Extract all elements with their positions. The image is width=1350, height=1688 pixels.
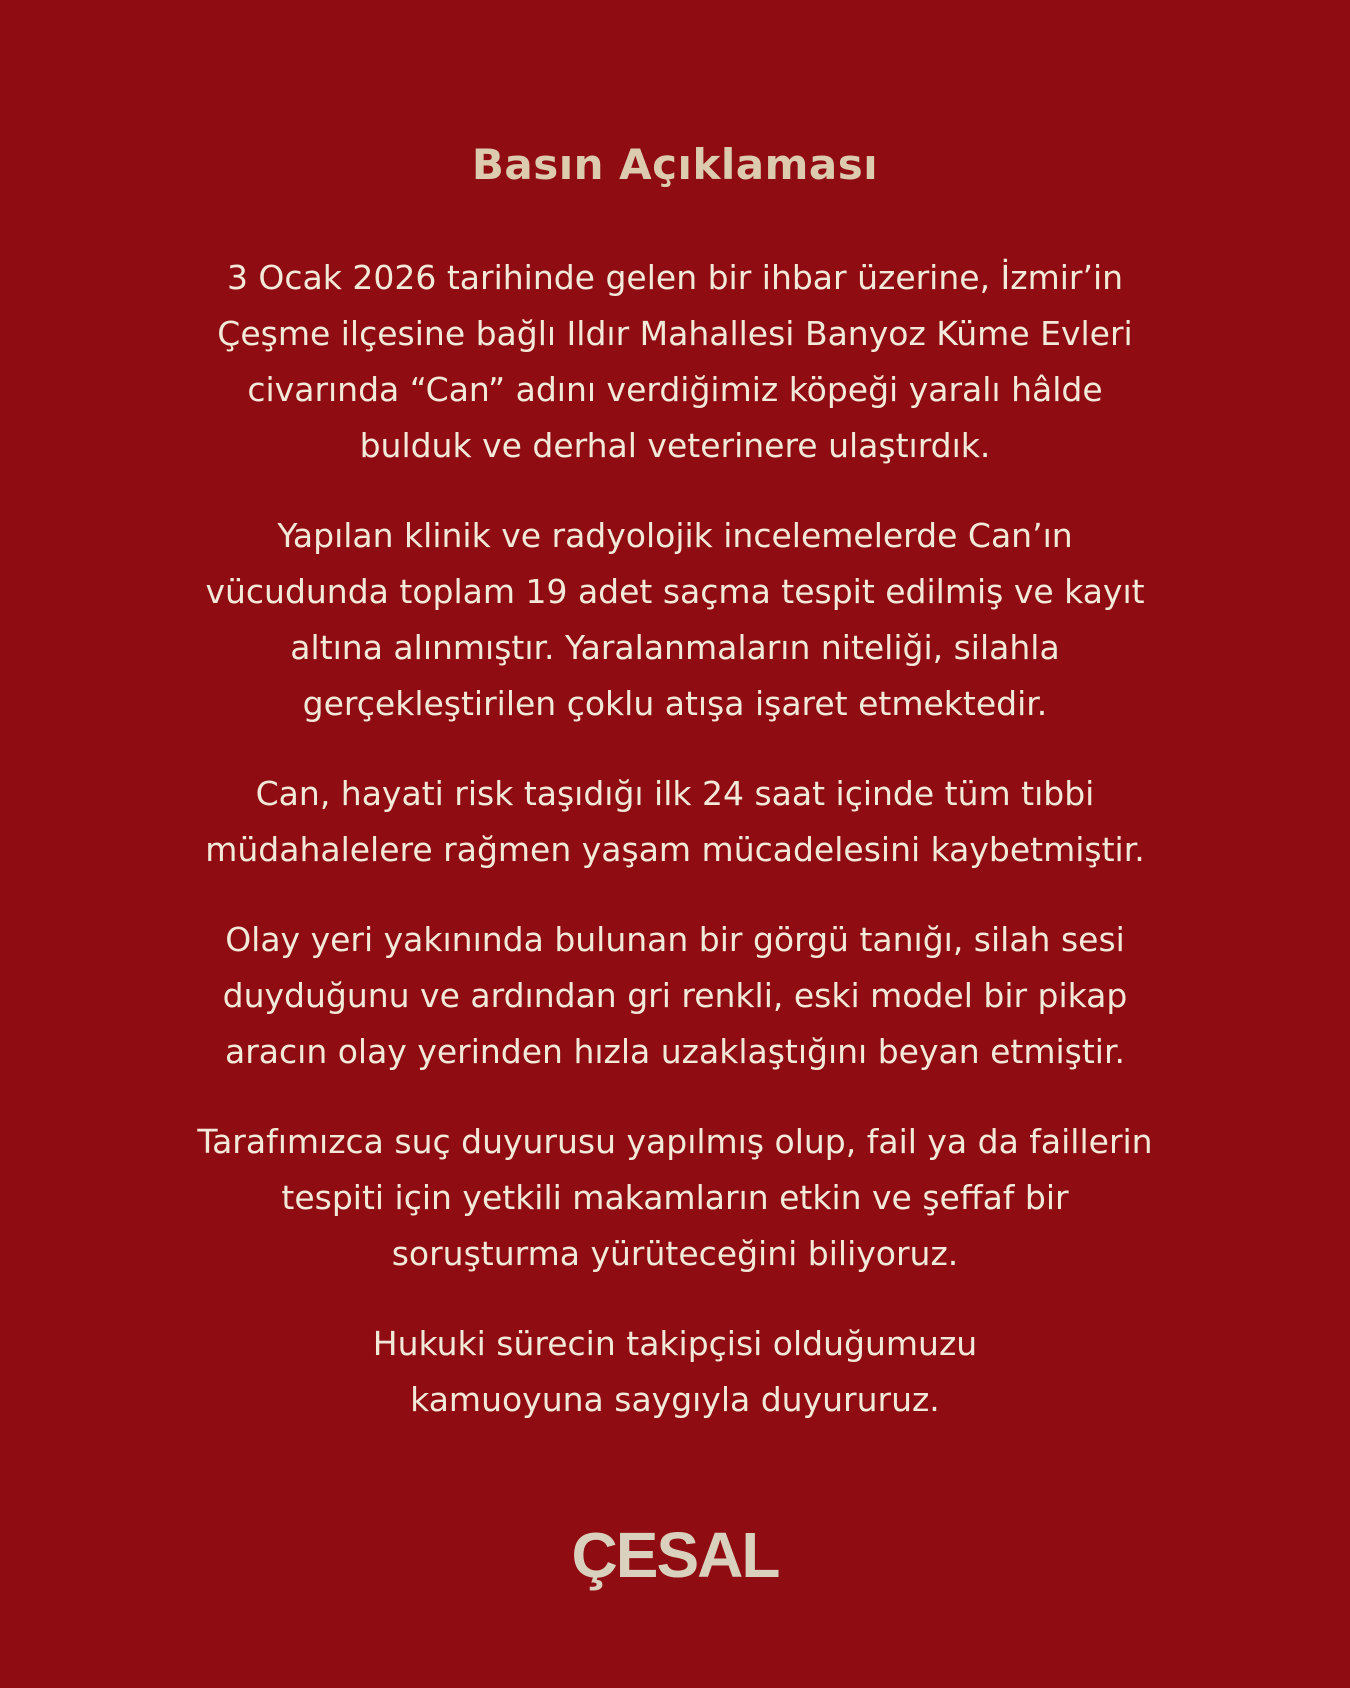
text-line: soruşturma yürüteceğini biliyoruz.	[391, 1234, 959, 1273]
paragraph-closing	[0, 1316, 1350, 1428]
paragraph-incident	[0, 250, 1350, 474]
cesal-logo: ÇESAL	[571, 1519, 779, 1591]
text-line: Can, hayati risk taşıdığı ilk 24 saat içinde tüm tıbbi	[255, 774, 1095, 813]
text-line: müdahalelere rağmen yaşam mücadelesini kaybetmiştir.	[205, 830, 1145, 869]
text-line: bulduk ve derhal veterinere ulaştırdık.	[359, 426, 991, 465]
text-line: tespiti için yetkili makamların etkin ve şeffaf bir	[281, 1178, 1069, 1217]
text-line: Tarafımızca suç duyurusu yapılmış olup, fail ya da faillerin	[197, 1122, 1153, 1161]
text-line: Hukuki sürecin takipçisi olduğumuzu	[372, 1324, 978, 1363]
paragraph-witness	[0, 912, 1350, 1080]
text-line: kamuoyuna saygıyla duyururuz.	[410, 1380, 940, 1419]
text-line: aracın olay yerinden hızla uzaklaştığını beyan etmiştir.	[225, 1032, 1125, 1071]
page-title: Basın Açıklaması	[471, 140, 879, 189]
text-line: 3 Ocak 2026 tarihinde gelen bir ihbar üzerine, İzmir’in	[226, 258, 1124, 297]
paragraph-complaint	[0, 1114, 1350, 1282]
paragraph-outcome	[0, 766, 1350, 878]
statement-body	[0, 250, 1350, 1462]
paragraph-findings	[0, 508, 1350, 732]
text-line: duyduğunu ve ardından gri renkli, eski model bir pikap	[222, 976, 1128, 1015]
text-line: gerçekleştirilen çoklu atışa işaret etmektedir.	[302, 684, 1048, 723]
text-line: Yapılan klinik ve radyolojik incelemelerde Can’ın	[277, 516, 1073, 555]
text-line: Çeşme ilçesine bağlı Ildır Mahallesi Banyoz Küme Evleri	[217, 314, 1133, 353]
text-line: altına alınmıştır. Yaralanmaların niteliği, silahla	[290, 628, 1060, 667]
text-line: vücudunda toplam 19 adet saçma tespit edilmiş ve kayıt	[205, 572, 1145, 611]
text-line: civarında “Can” adını verdiğimiz köpeği yaralı hâlde	[247, 370, 1103, 409]
text-line: Olay yeri yakınında bulunan bir görgü tanığı, silah sesi	[225, 920, 1125, 959]
